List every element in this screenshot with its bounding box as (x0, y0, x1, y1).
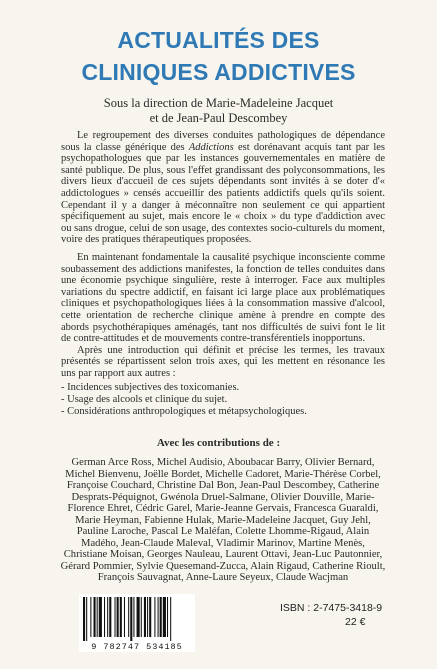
barcode-bar (97, 597, 98, 637)
barcode-digits: 9 782747 534185 (91, 642, 183, 652)
direction-line-1: Sous la direction de Marie-Madeleine Jacquet (103, 96, 334, 110)
barcode-bar (83, 597, 85, 641)
axes-list (61, 382, 385, 417)
p1-italic: Addictions (188, 141, 234, 153)
barcode-bar (90, 597, 91, 637)
axis-item: - Considérations anthropologiques et métapsychologiques. (61, 406, 385, 418)
contributions-heading: Avec les contributions de : (156, 437, 281, 449)
barcode-bar (124, 597, 125, 637)
barcode-bar (147, 597, 148, 637)
barcode-bar (137, 597, 140, 637)
barcode-bar (130, 597, 132, 641)
barcode-bar (163, 597, 166, 637)
price: 22 € (345, 616, 366, 628)
barcode-bar (109, 597, 111, 637)
barcode-bar (94, 597, 96, 637)
barcode-bar (117, 597, 119, 637)
barcode-bar (99, 597, 102, 637)
barcode-bar (158, 597, 159, 637)
barcode-bar (141, 597, 142, 637)
barcode-bar (104, 597, 105, 637)
summary-paragraph-2: En maintenant fondamentale la causalité psychique inconsciente comme soubassement des addictions manifestes, la fonction de telles conduites dans une économie psychique singulière, reste à interroger. Face aux multiples variations du spectre addictif, en faisant ici large place aux problématiques cliniques et psychopathologiques liées à la consommation massive d'alcool, cette orientation de recherche clinique amène à prendre en compte des abords psychothérapiques aménagés, tant nos difficultés de suivi font le lit de contre-attitudes et de mouvements contre-transférentiels inopportuns. (61, 251, 385, 345)
barcode-bars (79, 594, 195, 642)
axis-item: - Usage des alcools et clinique du sujet. (61, 394, 385, 406)
summary-paragraph-1 (61, 130, 385, 246)
barcode-bar (170, 597, 171, 641)
barcode-bar (144, 597, 146, 637)
direction-line-2: et de Jean-Paul Descombey (149, 111, 288, 125)
barcode-bar (120, 597, 122, 637)
summary-text (61, 130, 385, 417)
barcode-bar (128, 597, 129, 637)
barcode-bar (160, 597, 162, 637)
barcode-bar (167, 597, 168, 637)
barcode-bar (133, 597, 134, 637)
axis-item: - Incidences subjectives des toxicomanies. (61, 382, 385, 394)
p1-after: est dorénavant acquis tant par les psychopathologues que par les instances gouvernementales en matière de santé publique. De plus, sous l'effet grandissant des polyconsommations, les divers lieux d'accueil de ces sujets dépendants sont invités à se doter d'« addictologues » censés accueillir des patients addictifs quels qu'ils soient. Cependant il y a danger à méconnaître non seulement ce qui appartient spécifiquement au sujet, mais encore le « choix » du type d'addiction avec ou sans drogue, celui de son usage, des contextes socio-culturels du moment, voire des pratiques thérapeutiques proposées. (61, 141, 385, 246)
title-line-2: CLINIQUES ADDICTIVES (81, 59, 356, 85)
barcode-bar (107, 597, 108, 637)
barcode-bar (86, 597, 87, 641)
title-line-1: ACTUALITÉS DES (117, 27, 320, 53)
contributors-list: German Arce Ross, Michel Audisio, Aboubacar Barry, Olivier Bernard, Michel Bienvenu, Joëlle Bordet, Michelle Cadoret, Marie-Thérèse Corbel, Françoise Couchard, Christine Dal Bon, Jean-Paul Descombey, Catherine Desprats-Péquignot, Gwénola Druel-Salmane, Olivier Douville, Marie-Florence Ehret, Cédric Garel, Marie-Jeanne Gervais, Francesca Guaraldi, Marie Heyman, Fabienne Hulak, Marie-Madeleine Jacquet, Guy Jehl, Pauline Laroche, Pascal Le Maléfan, Colette Lhomme-Rigaud, Alain Madého, Jean-Claude Maleval, Vladimir Marinov, Martine Menès, Christiane Moisan, Georges Nauleau, Laurent Ottavi, Jean-Luc Pautonnier, Gérard Pommier, Sylvie Quesemand-Zucca, Alain Rigaud, Catherine Rioult, François Sauvagnat, Anne-Laure Seyeux, Claude Wacjman (60, 457, 386, 583)
barcode-bar (149, 597, 151, 637)
summary-paragraph-3: Après une introduction qui définit et précise les termes, les travaux présentés se répartissent selon trois axes, qui les mettent en résonance les uns par rapport aux autres : (61, 344, 385, 379)
isbn-number: ISBN : 2-7475-3418-9 (280, 602, 383, 614)
barcode-bar (115, 597, 116, 637)
barcode-bar (154, 597, 155, 637)
p1-before: Le regroupement des diverses conduites pathologiques de dépendance sous la classe générique des (61, 130, 385, 153)
